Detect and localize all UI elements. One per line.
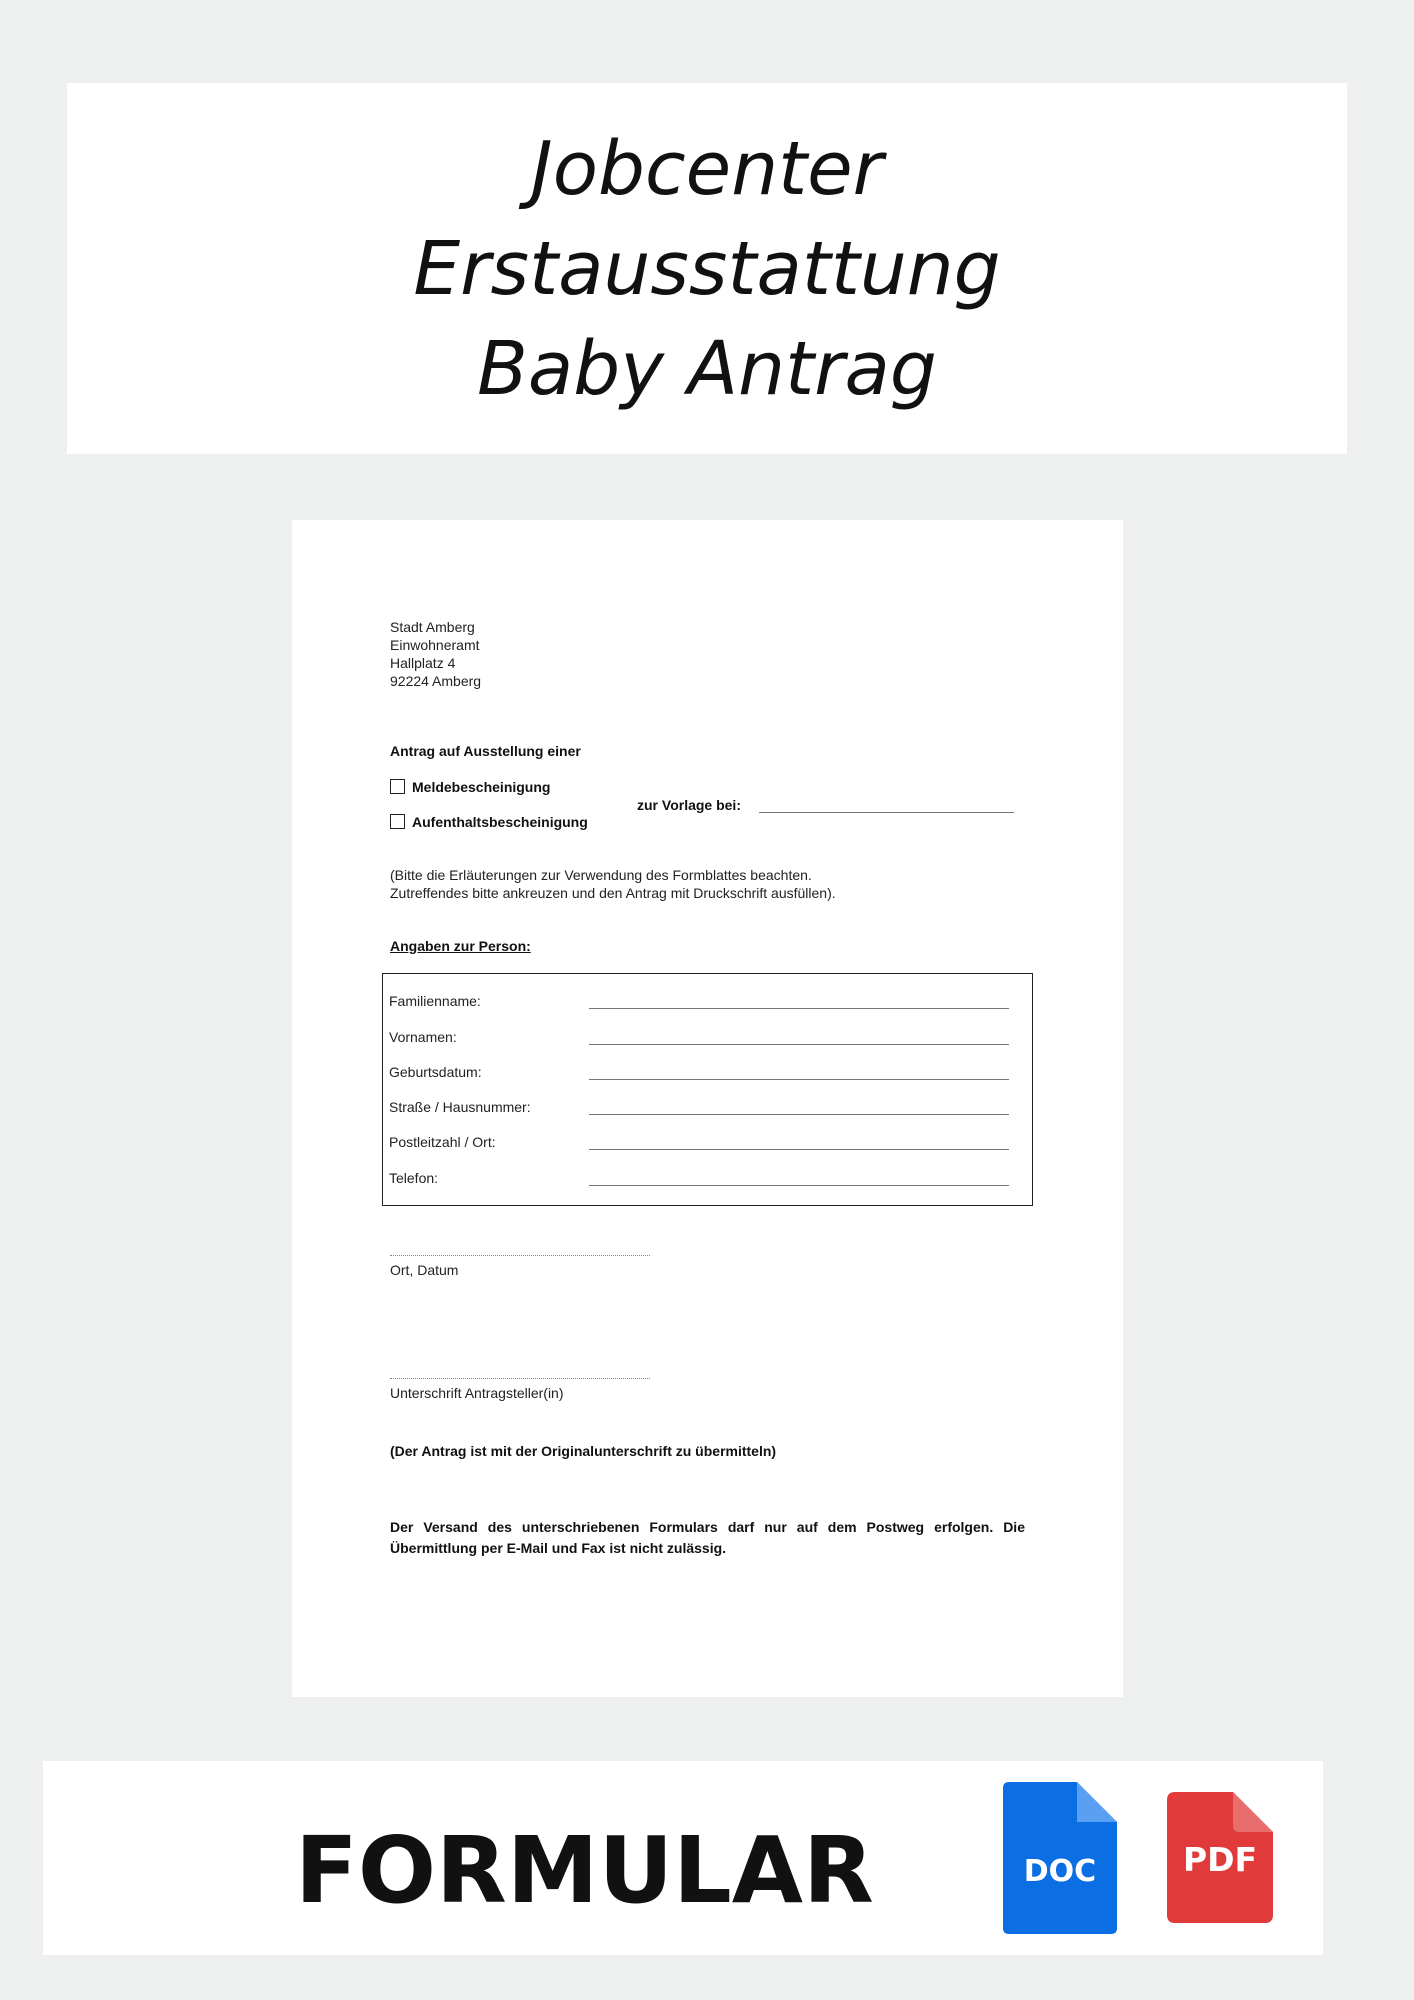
form-preview: [292, 520, 1123, 1697]
pdf-label: PDF: [1182, 1840, 1258, 1879]
place-date-line[interactable]: [390, 1255, 650, 1256]
shipping-note: Der Versand des unterschriebenen Formulars darf nur auf dem Postweg erfolgen. Die Übermittlung per E-Mail und Fax ist nicht zulässig.: [390, 1519, 1025, 1556]
field-label: Postleitzahl / Ort:: [389, 1134, 496, 1150]
field-label: Geburtsdatum:: [389, 1064, 482, 1080]
place-date-label: Ort, Datum: [390, 1262, 459, 1278]
field-input[interactable]: [589, 1008, 1009, 1009]
request-heading: Antrag auf Ausstellung einer: [390, 743, 581, 759]
address-line: Stadt Amberg: [390, 619, 475, 635]
address-line: Hallplatz 4: [390, 655, 456, 671]
field-input[interactable]: [589, 1079, 1009, 1080]
note-line: (Bitte die Erläuterungen zur Verwendung des Formblattes beachten.: [390, 867, 812, 883]
person-heading: Angaben zur Person:: [390, 938, 531, 954]
vorlage-label: zur Vorlage bei:: [637, 797, 741, 813]
option-label: Aufenthaltsbescheinigung: [412, 814, 588, 830]
field-input[interactable]: [589, 1044, 1009, 1045]
address-line: 92224 Amberg: [390, 673, 482, 689]
field-input[interactable]: [589, 1185, 1009, 1186]
option-label: Meldebescheinigung: [412, 779, 551, 795]
field-label: Familienname:: [389, 993, 481, 1009]
note-line: Zutreffendes bitte ankreuzen und den Antrag mit Druckschrift ausfüllen).: [390, 885, 836, 901]
original-note: (Der Antrag ist mit der Originalunterschrift zu übermitteln): [390, 1443, 777, 1459]
person-box: [382, 973, 1033, 1206]
checkbox-aufenthaltsbescheinigung[interactable]: [390, 814, 405, 829]
address-line: Einwohneramt: [390, 637, 480, 653]
footer-banner: [43, 1761, 1323, 1955]
field-input[interactable]: [589, 1114, 1009, 1115]
doc-download-icon[interactable]: [1003, 1782, 1117, 1934]
field-label: Straße / Hausnummer:: [389, 1099, 531, 1115]
doc-label: DOC: [1023, 1854, 1097, 1889]
title-line: Baby Antrag: [477, 325, 937, 412]
title-line: Jobcenter: [530, 125, 884, 212]
signature-label: Unterschrift Antragsteller(in): [390, 1385, 564, 1401]
signature-line[interactable]: [390, 1378, 650, 1379]
formular-label: FORMULAR: [295, 1817, 874, 1924]
vorlage-field[interactable]: [759, 812, 1014, 813]
pdf-download-icon[interactable]: [1167, 1792, 1273, 1923]
field-input[interactable]: [589, 1149, 1009, 1150]
field-label: Vornamen:: [389, 1029, 457, 1045]
field-label: Telefon:: [389, 1170, 439, 1186]
title-line: Erstausstattung: [413, 225, 1001, 312]
checkbox-meldebescheinigung[interactable]: [390, 779, 405, 794]
title-banner: [67, 83, 1347, 454]
